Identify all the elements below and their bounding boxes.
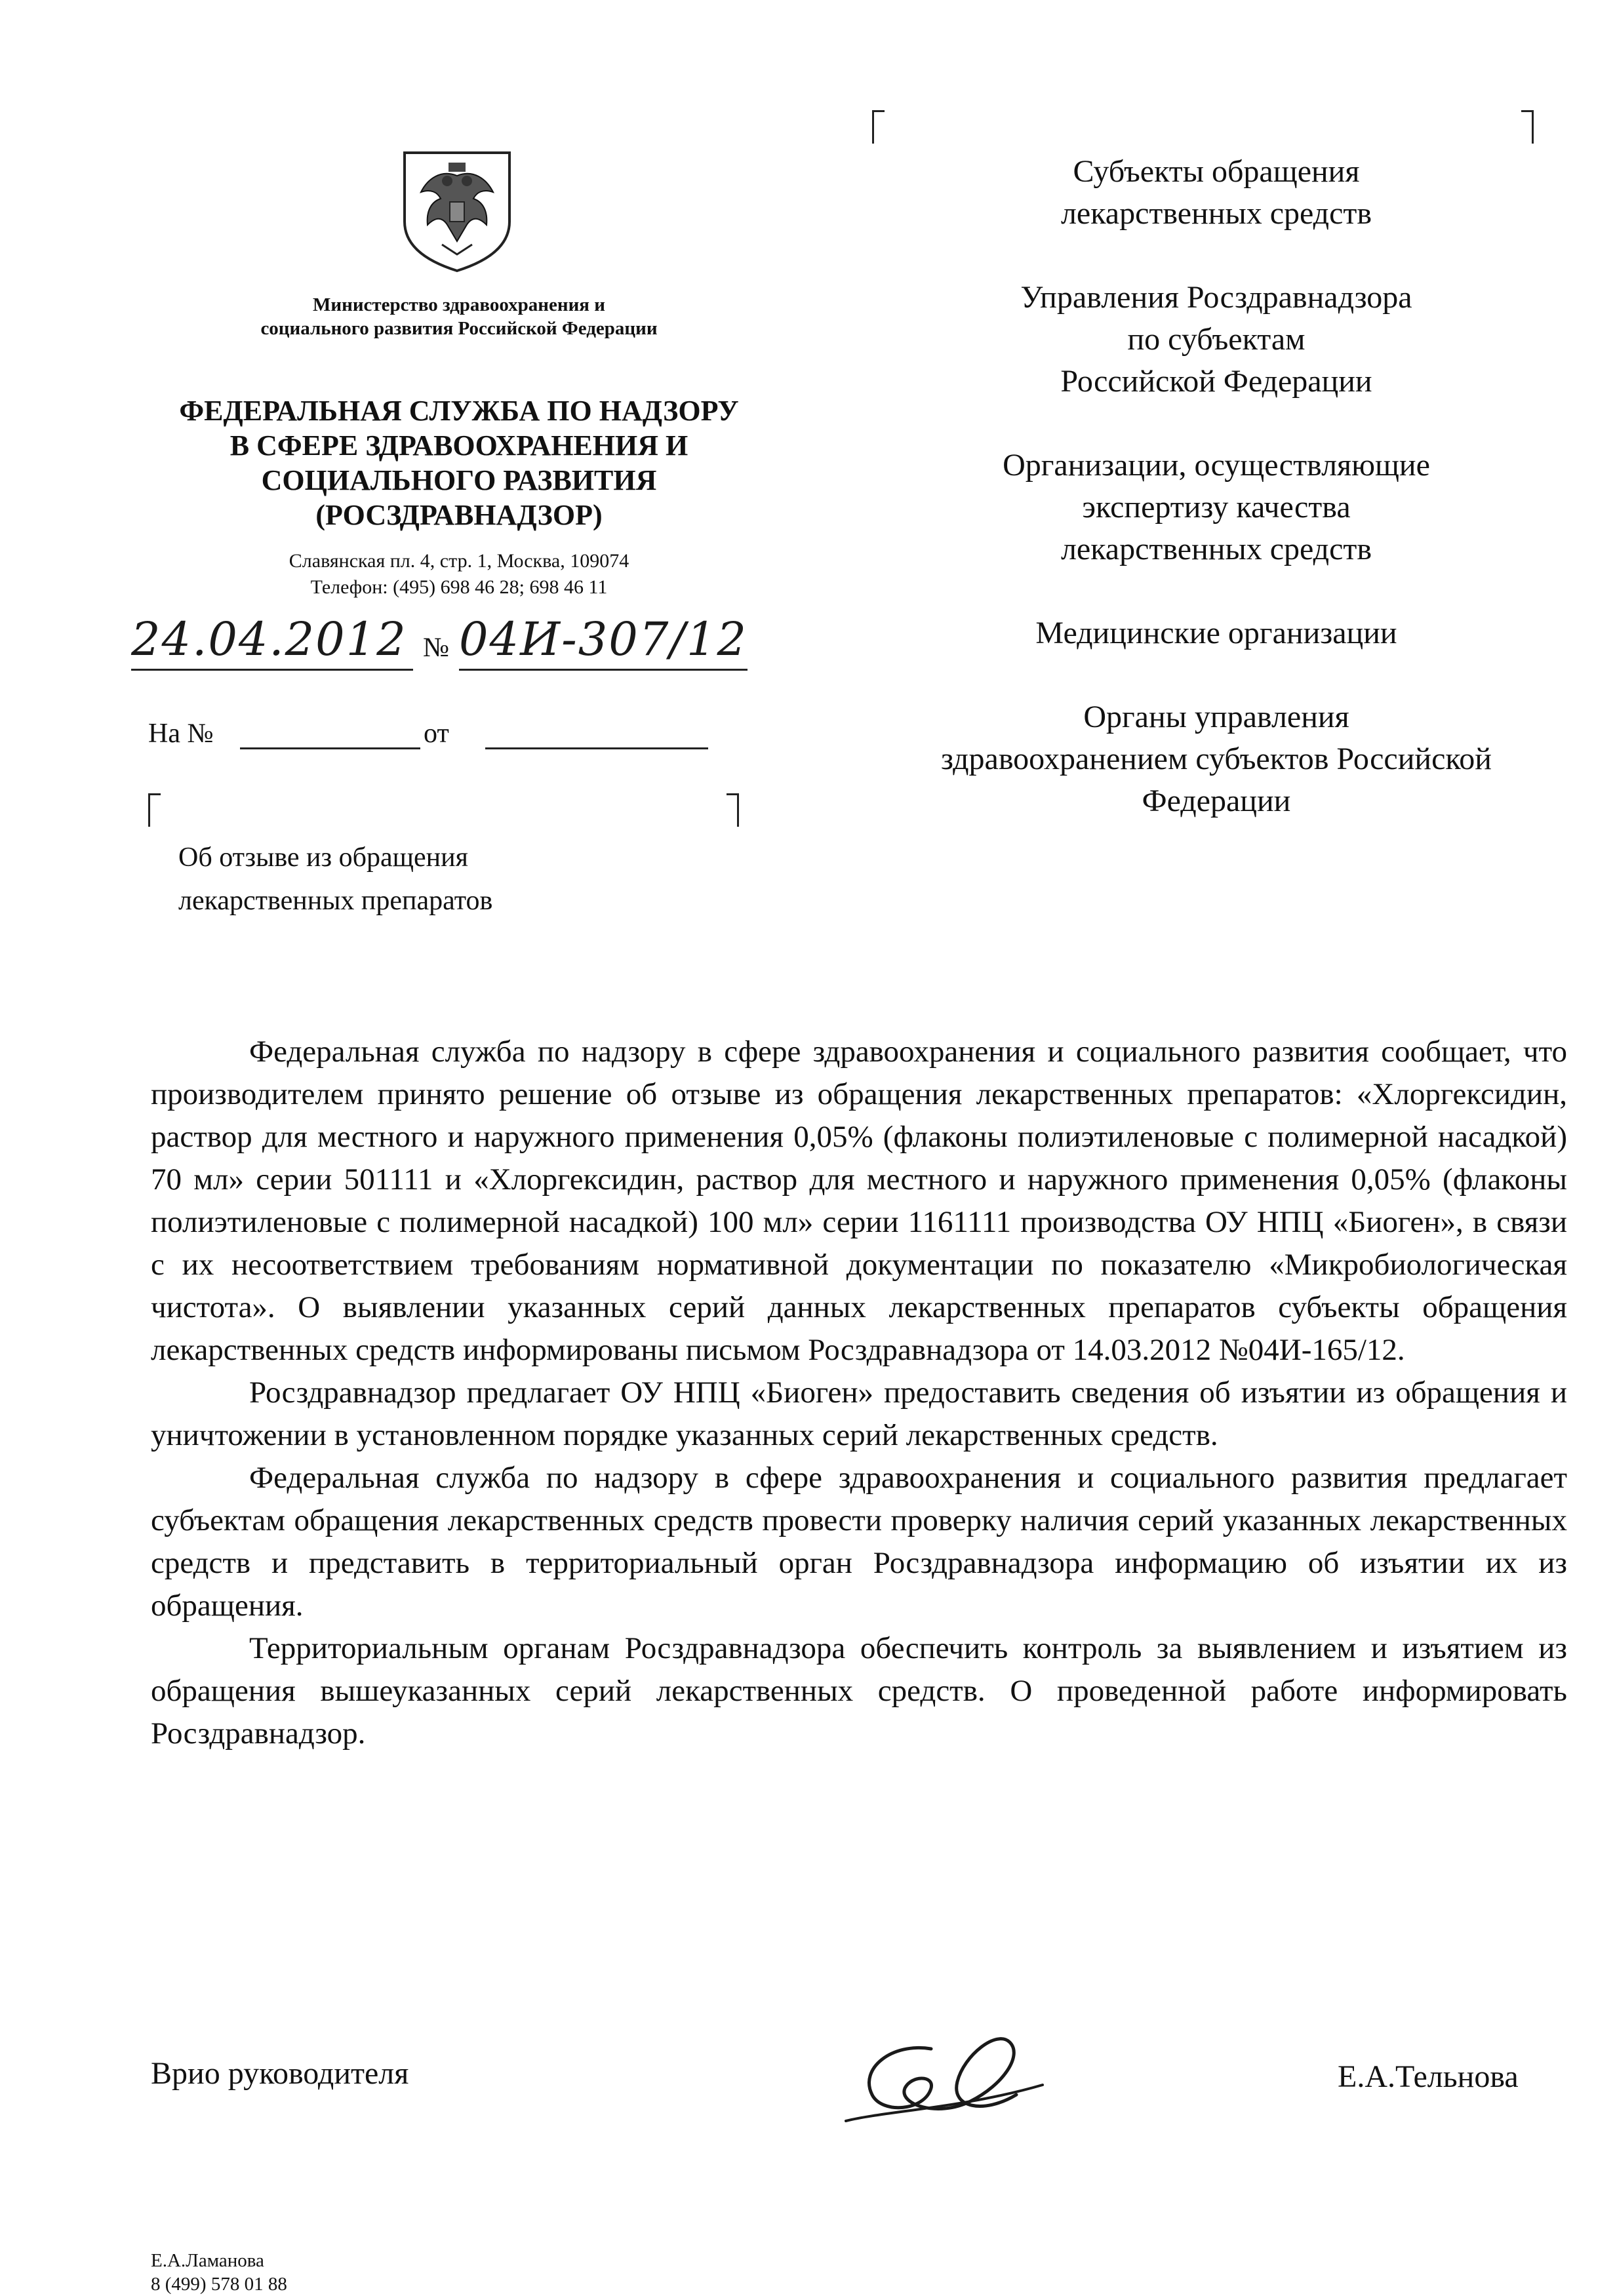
executor-info [151, 2249, 287, 2296]
agency-line-2: В СФЕРЕ ЗДРАВООХРАНЕНИЯ И [229, 429, 688, 462]
ministry-name [197, 293, 721, 340]
signatory-title: Врио руководителя [151, 2056, 409, 2091]
reference-line [148, 718, 751, 757]
handwritten-signature [833, 2023, 1056, 2134]
addressee-line: Организации, осуществляющие [1003, 448, 1430, 483]
addressee-group [872, 277, 1561, 403]
letter-subject [178, 836, 637, 922]
subject-line-2: лекарственных препаратов [178, 886, 493, 916]
subject-bracket-right [727, 793, 739, 827]
coat-of-arms-emblem [401, 149, 513, 274]
addressee-line: Управления Росздравнадзора [1020, 280, 1412, 315]
ministry-line-2: социального развития Российской Федерации [260, 318, 658, 339]
addressee-line: лекарственных средств [1060, 196, 1372, 231]
addressee-group [872, 612, 1561, 654]
signatory-name: Е.А.Тельнова [1338, 2059, 1519, 2094]
registration-number-label: № [423, 633, 450, 663]
addressee-line: Субъекты обращения [1073, 154, 1360, 189]
subject-line-1: Об отзыве из обращения [178, 842, 468, 873]
body-paragraph: Федеральная служба по надзору в сфере здравоохранения и социального развития предлагает субъектам обращения лекарственных средств провести проверку наличия серий указанных лекарственных средств и представить в территориальный орган Росздравнадзора информацию об изъятии их из обращения. [151, 1461, 1567, 1623]
addressee-group [872, 696, 1561, 822]
agency-address [197, 548, 721, 601]
agency-line-3: СОЦИАЛЬНОГО РАЗВИТИЯ [261, 464, 657, 496]
phone-numbers: Телефон: (495) 698 46 28; 698 46 11 [310, 576, 608, 598]
signature-scribble-icon [833, 2023, 1056, 2134]
addressee-line: лекарственных средств [1060, 532, 1372, 566]
agency-line-1: ФЕДЕРАЛЬНАЯ СЛУЖБА ПО НАДЗОРУ [179, 395, 739, 427]
body-paragraph: Федеральная служба по надзору в сфере здравоохранения и социального развития сообщает, что производителем принято решение об отзыве из обращения лекарственных препаратов: «Хлоргексидин, раствор для местного и наружного применения 0,05% (флаконы полиэтиленовые с полимерной насадкой) 70 мл» серии 501111 и «Хлоргексидин, раствор для местного и наружного применения 0,05% (флаконы полиэтиленовые с полимерной насадкой) 100 мл» серии 1161111 производства ОУ НПЦ «Биоген», в связи с их несоответствием требованиям нормативной документации по показателю «Микробиологическая чистота». О выявлении указанных серий данных лекарственных препаратов субъекты обращения лекарственных средств информированы письмом Росздравнадзора от 14.03.2012 №04И-165/12. [151, 1035, 1567, 1367]
subject-bracket-left [148, 793, 161, 827]
addressee-group [872, 445, 1561, 570]
addressee-bracket-left [872, 110, 885, 144]
registration-date: 24.04.2012 [131, 610, 413, 671]
addressee-group [872, 151, 1561, 235]
reference-number-blank [240, 747, 420, 749]
registration-line [125, 610, 754, 669]
body-paragraph: Территориальным органам Росздравнадзора обеспечить контроль за выявлением и изъятием из обращения вышеуказанных серий лекарственных средств. О проведенной работе информировать Росздравнадзор. [151, 1631, 1567, 1751]
executor-name: Е.А.Ламанова [151, 2250, 264, 2271]
letter-body [151, 1031, 1567, 1755]
addressee-line: Российской Федерации [1060, 364, 1372, 399]
addressee-line: здравоохранением субъектов Российской [941, 742, 1492, 776]
addressee-bracket-right [1521, 110, 1534, 144]
ministry-line-1: Министерство здравоохранения и [313, 294, 605, 315]
addressee-line: Медицинские организации [1035, 616, 1397, 650]
double-headed-eagle-icon [401, 149, 513, 274]
agency-line-4: (РОСЗДРАВНАДЗОР) [315, 499, 603, 531]
street-address: Славянская пл. 4, стр. 1, Москва, 109074 [289, 550, 629, 572]
body-paragraph: Росздравнадзор предлагает ОУ НПЦ «Биоген» предоставить сведения об изъятии из обращения и уничтожении в установленном порядке указанных серий лекарственных средств. [151, 1376, 1567, 1452]
reference-date-blank [485, 747, 708, 749]
addressee-line: Федерации [1142, 783, 1291, 818]
addressee-line: экспертизу качества [1082, 490, 1351, 525]
agency-name [131, 393, 787, 532]
executor-phone: 8 (499) 578 01 88 [151, 2274, 287, 2295]
addressee-line: Органы управления [1083, 700, 1349, 734]
registration-number: 04И-307/12 [459, 610, 748, 671]
addressee-block [872, 151, 1561, 864]
reference-from-label: от [424, 719, 449, 749]
addressee-line: по субъектам [1127, 322, 1306, 357]
reference-number-label: На № [148, 719, 214, 749]
